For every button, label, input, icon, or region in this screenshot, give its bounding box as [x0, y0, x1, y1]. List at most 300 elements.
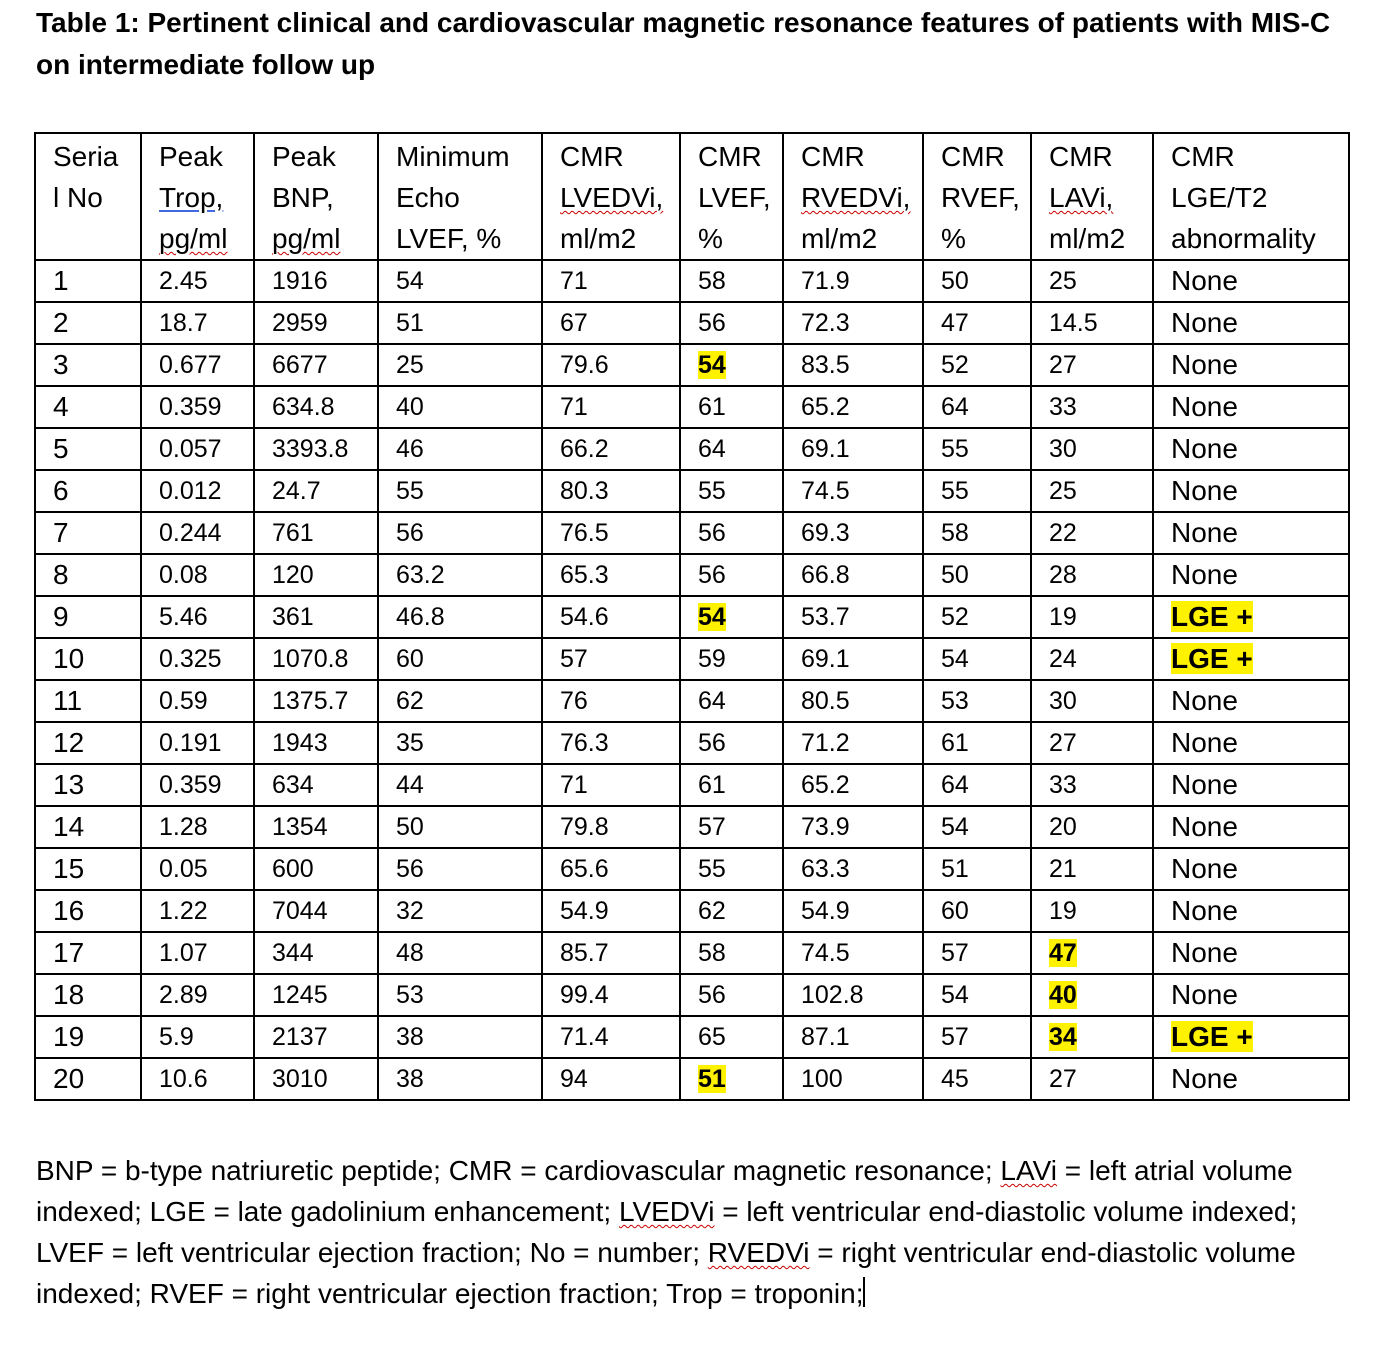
cell-value: 58	[698, 267, 726, 295]
cell-value: 12	[53, 727, 85, 758]
column-header-line: Peak	[272, 141, 336, 172]
cell-value: 71.4	[560, 1023, 609, 1051]
table-cell	[141, 554, 254, 596]
cell-value: 44	[396, 771, 424, 799]
cell-value: 3010	[272, 1065, 328, 1093]
table-cell	[923, 470, 1031, 512]
cell-value: 2959	[272, 309, 328, 337]
cell-value: 0.057	[159, 435, 222, 463]
table-cell	[542, 344, 680, 386]
table-cell	[1153, 344, 1349, 386]
table-cell	[542, 638, 680, 680]
table-cell	[254, 554, 378, 596]
cell-value: 56	[698, 519, 726, 547]
table-cell	[680, 890, 783, 932]
cell-value: 54.9	[560, 897, 609, 925]
cell-value: None	[1171, 979, 1238, 1010]
table-cell	[680, 1058, 783, 1100]
table-cell	[923, 722, 1031, 764]
table-cell	[378, 260, 542, 302]
cell-value: 15	[53, 853, 85, 884]
table-cell	[378, 596, 542, 638]
table-cell	[923, 512, 1031, 554]
cell-value: 8	[53, 559, 69, 590]
cell-value: 6677	[272, 351, 328, 379]
table-cell	[254, 806, 378, 848]
cell-value: 48	[396, 939, 424, 967]
table-cell	[378, 680, 542, 722]
cell-value: 25	[1049, 267, 1077, 295]
column-header-line: l No	[53, 182, 103, 213]
cell-value: 57	[560, 645, 588, 673]
cell-value: 120	[272, 561, 314, 589]
table-cell	[542, 1016, 680, 1058]
table-row	[35, 512, 1349, 554]
table-cell	[783, 932, 923, 974]
table-cell	[1031, 260, 1153, 302]
table-cell	[378, 764, 542, 806]
table-cell	[141, 890, 254, 932]
table-cell	[35, 554, 141, 596]
column-header-line: LVEF, %	[396, 223, 502, 254]
cell-value: 16	[53, 895, 85, 926]
cell-value: 76.3	[560, 729, 609, 757]
cell-value: 60	[396, 645, 424, 673]
table-cell	[1153, 806, 1349, 848]
table-cell	[35, 848, 141, 890]
cell-value: 1.22	[159, 897, 208, 925]
column-header-line: CMR	[1049, 141, 1113, 172]
cell-value: 57	[941, 939, 969, 967]
table-cell	[35, 638, 141, 680]
header-row	[35, 133, 1349, 260]
table-row	[35, 428, 1349, 470]
table-cell	[35, 1016, 141, 1058]
cell-value: 19	[1049, 897, 1077, 925]
cell-value: 58	[698, 939, 726, 967]
table-cell	[1031, 596, 1153, 638]
table-cell	[1031, 344, 1153, 386]
table-cell	[35, 806, 141, 848]
table-cell	[923, 554, 1031, 596]
table-cell	[254, 722, 378, 764]
cell-value: 52	[941, 603, 969, 631]
table-cell	[141, 764, 254, 806]
cell-value: 60	[941, 897, 969, 925]
cell-value: 62	[698, 897, 726, 925]
cell-value: 5.46	[159, 603, 208, 631]
cell-value: 10	[53, 643, 85, 674]
table-cell	[680, 638, 783, 680]
table-cell	[680, 260, 783, 302]
table-title: Table 1: Pertinent clinical and cardiovascular magnetic resonance features of patients with MIS-C on intermediate follow up	[36, 7, 1331, 80]
cell-value: 5.9	[159, 1023, 194, 1051]
table-cell	[141, 512, 254, 554]
table-cell	[783, 1016, 923, 1058]
table-cell	[680, 470, 783, 512]
cell-value: 0.191	[159, 729, 222, 757]
cell-value: 55	[941, 477, 969, 505]
cell-value: 30	[1049, 435, 1077, 463]
column-header	[1153, 133, 1349, 260]
cell-value: 56	[698, 729, 726, 757]
column-header-line: pg/ml	[159, 223, 228, 254]
cell-value: 761	[272, 519, 314, 547]
cell-value: None	[1171, 811, 1238, 842]
table-cell	[923, 638, 1031, 680]
cell-value: 71	[560, 771, 588, 799]
table-cell	[254, 596, 378, 638]
highlighted-value: 54	[698, 603, 726, 631]
cell-value: 53	[941, 687, 969, 715]
column-header-line: Trop,	[159, 182, 224, 213]
cell-value: 56	[396, 855, 424, 883]
table-cell	[542, 554, 680, 596]
text-cursor	[863, 1277, 865, 1307]
cell-value: 83.5	[801, 351, 850, 379]
cell-value: 5	[53, 433, 69, 464]
cell-value: 20	[53, 1063, 85, 1094]
highlighted-value: 51	[698, 1065, 726, 1093]
table-cell	[141, 1016, 254, 1058]
cell-value: 57	[941, 1023, 969, 1051]
cell-value: 11	[53, 685, 83, 716]
cell-value: 18	[53, 979, 85, 1010]
table-cell	[923, 260, 1031, 302]
table-cell	[923, 302, 1031, 344]
cell-value: 69.3	[801, 519, 850, 547]
cell-value: 1070.8	[272, 645, 349, 673]
cell-value: None	[1171, 727, 1238, 758]
highlighted-value: 40	[1049, 981, 1077, 1009]
cell-value: 71	[560, 393, 588, 421]
table-cell	[35, 302, 141, 344]
cell-value: 0.59	[159, 687, 208, 715]
table-cell	[1153, 890, 1349, 932]
table-cell	[141, 1058, 254, 1100]
table-cell	[680, 512, 783, 554]
cell-value: 54	[941, 981, 969, 1009]
table-row	[35, 386, 1349, 428]
table-cell	[923, 932, 1031, 974]
cell-value: 65.2	[801, 393, 850, 421]
cell-value: 56	[396, 519, 424, 547]
table-row	[35, 1016, 1349, 1058]
table-cell	[923, 344, 1031, 386]
cell-value: 71	[560, 267, 588, 295]
cell-value: 65.3	[560, 561, 609, 589]
table-row	[35, 932, 1349, 974]
table-cell	[35, 512, 141, 554]
table-cell	[1153, 512, 1349, 554]
table-cell	[254, 680, 378, 722]
table-cell	[783, 596, 923, 638]
cell-value: 57	[698, 813, 726, 841]
table-cell	[378, 554, 542, 596]
cell-value: 19	[1049, 603, 1077, 631]
table-cell	[923, 974, 1031, 1016]
table-cell	[35, 470, 141, 512]
table-cell	[783, 260, 923, 302]
column-header-line: %	[698, 223, 723, 254]
table-cell	[783, 638, 923, 680]
table-cell	[378, 1016, 542, 1058]
table-cell	[542, 1058, 680, 1100]
cell-value: 64	[698, 435, 726, 463]
table-row	[35, 302, 1349, 344]
cell-value: 79.8	[560, 813, 609, 841]
cell-value: 33	[1049, 771, 1077, 799]
table-cell	[35, 260, 141, 302]
column-header	[542, 133, 680, 260]
table-cell	[542, 596, 680, 638]
table-cell	[1153, 1016, 1349, 1058]
cell-value: 2.45	[159, 267, 208, 295]
table-cell	[783, 302, 923, 344]
table-cell	[923, 1016, 1031, 1058]
cell-value: None	[1171, 685, 1238, 716]
cell-value: 63.2	[396, 561, 445, 589]
cell-value: 0.325	[159, 645, 222, 673]
highlighted-value: LGE +	[1171, 601, 1253, 632]
cell-value: 0.359	[159, 771, 222, 799]
cell-value: 73.9	[801, 813, 850, 841]
table-cell	[1031, 302, 1153, 344]
table-cell	[1031, 1016, 1153, 1058]
cell-value: 64	[941, 771, 969, 799]
table-cell	[1153, 680, 1349, 722]
table-cell	[680, 386, 783, 428]
cell-value: 69.1	[801, 435, 850, 463]
column-header	[680, 133, 783, 260]
table-cell	[783, 764, 923, 806]
cell-value: 2137	[272, 1023, 328, 1051]
cell-value: 79.6	[560, 351, 609, 379]
cell-value: 600	[272, 855, 314, 883]
table-cell	[141, 386, 254, 428]
table-header	[35, 133, 1349, 260]
cell-value: 21	[1049, 855, 1077, 883]
cell-value: 0.359	[159, 393, 222, 421]
cell-value: 61	[698, 393, 726, 421]
cell-value: None	[1171, 433, 1238, 464]
footnote-text: BNP = b-type natriuretic peptide; CMR = cardiovascular magnetic resonance; LAVi = left atrial volume indexed; LGE = late gadolinium enhancement; LVEDVi = left ventricular end-diastolic volume indexed; LVEF = left ventricular ejection fraction; No = number; RVEDVi = right ventricular end-diastolic volume indexed; RVEF = right ventricular ejection fraction; Trop = troponin;	[36, 1155, 1298, 1309]
table-cell	[923, 680, 1031, 722]
cell-value: 53	[396, 981, 424, 1009]
cell-value: 0.677	[159, 351, 222, 379]
highlighted-value: 34	[1049, 1023, 1077, 1051]
cell-value: 76.5	[560, 519, 609, 547]
table-cell	[680, 428, 783, 470]
cell-value: 54	[941, 645, 969, 673]
table-cell	[141, 722, 254, 764]
cell-value: 40	[396, 393, 424, 421]
table-cell	[378, 974, 542, 1016]
cell-value: 4	[53, 391, 69, 422]
cell-value: 54	[396, 267, 424, 295]
spellcheck-word: RVEDVi	[707, 1237, 810, 1268]
cell-value: 52	[941, 351, 969, 379]
table-cell	[542, 260, 680, 302]
table-row	[35, 806, 1349, 848]
table-cell	[783, 974, 923, 1016]
table-row	[35, 974, 1349, 1016]
table-cell	[783, 1058, 923, 1100]
cell-value: 69.1	[801, 645, 850, 673]
table-cell	[923, 596, 1031, 638]
cell-value: 361	[272, 603, 314, 631]
cell-value: 27	[1049, 351, 1077, 379]
table-cell	[378, 302, 542, 344]
cell-value: 46	[396, 435, 424, 463]
table-cell	[680, 848, 783, 890]
column-header-line: LGE/T2	[1171, 182, 1268, 213]
column-header-line: CMR	[560, 141, 624, 172]
cell-value: 61	[698, 771, 726, 799]
table-cell	[1031, 974, 1153, 1016]
column-header-line: CMR	[941, 141, 1005, 172]
cell-value: None	[1171, 853, 1238, 884]
cell-value: 25	[1049, 477, 1077, 505]
cell-value: 0.05	[159, 855, 208, 883]
table-cell	[254, 302, 378, 344]
table-cell	[1153, 554, 1349, 596]
table-row	[35, 596, 1349, 638]
table-row	[35, 890, 1349, 932]
column-header	[1031, 133, 1153, 260]
table-cell	[141, 428, 254, 470]
cell-value: None	[1171, 349, 1238, 380]
table-cell	[141, 344, 254, 386]
column-header	[378, 133, 542, 260]
column-header-line: %	[941, 223, 966, 254]
cell-value: None	[1171, 265, 1238, 296]
highlighted-value: 54	[698, 351, 726, 379]
column-header	[923, 133, 1031, 260]
table-cell	[378, 890, 542, 932]
cell-value: 22	[1049, 519, 1077, 547]
cell-value: 25	[396, 351, 424, 379]
column-header	[141, 133, 254, 260]
cell-value: 54	[941, 813, 969, 841]
table-cell	[141, 470, 254, 512]
cell-value: None	[1171, 559, 1238, 590]
cell-value: 55	[941, 435, 969, 463]
table-cell	[254, 386, 378, 428]
cell-value: 634.8	[272, 393, 335, 421]
cell-value: 27	[1049, 729, 1077, 757]
cell-value: 18.7	[159, 309, 208, 337]
cell-value: 74.5	[801, 939, 850, 967]
table-cell	[680, 344, 783, 386]
column-header	[783, 133, 923, 260]
table-row	[35, 722, 1349, 764]
table-cell	[378, 428, 542, 470]
table-row	[35, 470, 1349, 512]
table-cell	[1031, 890, 1153, 932]
cell-value: 14	[53, 811, 85, 842]
table-cell	[1153, 596, 1349, 638]
table-cell	[1031, 386, 1153, 428]
table-cell	[254, 1058, 378, 1100]
column-header-line: CMR	[698, 141, 762, 172]
cell-value: 9	[53, 601, 69, 632]
cell-value: 17	[53, 937, 85, 968]
table-row	[35, 638, 1349, 680]
cell-value: 24.7	[272, 477, 321, 505]
table-cell	[378, 722, 542, 764]
cell-value: None	[1171, 475, 1238, 506]
table-cell	[542, 764, 680, 806]
cell-value: 1354	[272, 813, 328, 841]
table-cell	[783, 512, 923, 554]
abbreviations-footnote[interactable]	[36, 1150, 1336, 1314]
table-cell	[1153, 470, 1349, 512]
table-cell	[680, 932, 783, 974]
cell-value: 99.4	[560, 981, 609, 1009]
cell-value: 76	[560, 687, 588, 715]
table-cell	[923, 386, 1031, 428]
table-cell	[35, 386, 141, 428]
cell-value: 38	[396, 1023, 424, 1051]
table-cell	[254, 764, 378, 806]
table-cell	[923, 848, 1031, 890]
column-header	[254, 133, 378, 260]
cell-value: 65.6	[560, 855, 609, 883]
cell-value: 7044	[272, 897, 328, 925]
cell-value: 63.3	[801, 855, 850, 883]
cell-value: 87.1	[801, 1023, 850, 1051]
table-cell	[1153, 932, 1349, 974]
table-cell	[542, 680, 680, 722]
cell-value: 80.5	[801, 687, 850, 715]
table-cell	[542, 512, 680, 554]
table-cell	[254, 848, 378, 890]
cell-value: 28	[1049, 561, 1077, 589]
table-cell	[1031, 470, 1153, 512]
table-cell	[542, 890, 680, 932]
cell-value: 85.7	[560, 939, 609, 967]
column-header-line: CMR	[801, 141, 865, 172]
column-header-line: ml/m2	[1049, 223, 1126, 254]
table-cell	[378, 638, 542, 680]
table-cell	[680, 974, 783, 1016]
highlighted-value: LGE +	[1171, 1021, 1253, 1052]
cell-value: 56	[698, 981, 726, 1009]
highlighted-value: 47	[1049, 939, 1077, 967]
cell-value: 1.28	[159, 813, 208, 841]
column-header-line: abnormality	[1171, 223, 1316, 254]
table-cell	[1031, 554, 1153, 596]
cell-value: None	[1171, 769, 1238, 800]
cell-value: 24	[1049, 645, 1077, 673]
cell-value: 0.244	[159, 519, 222, 547]
table-cell	[1031, 512, 1153, 554]
cell-value: 66.2	[560, 435, 609, 463]
column-header-line: LVEF,	[698, 182, 771, 213]
cell-value: 71.9	[801, 267, 850, 295]
table-cell	[542, 932, 680, 974]
cell-value: 7	[53, 517, 69, 548]
cell-value: 3	[53, 349, 69, 380]
table-cell	[141, 680, 254, 722]
table-cell	[141, 638, 254, 680]
table-cell	[254, 512, 378, 554]
cell-value: 50	[941, 561, 969, 589]
cell-value: 1	[53, 265, 69, 296]
cell-value: 2.89	[159, 981, 208, 1009]
table-cell	[783, 890, 923, 932]
